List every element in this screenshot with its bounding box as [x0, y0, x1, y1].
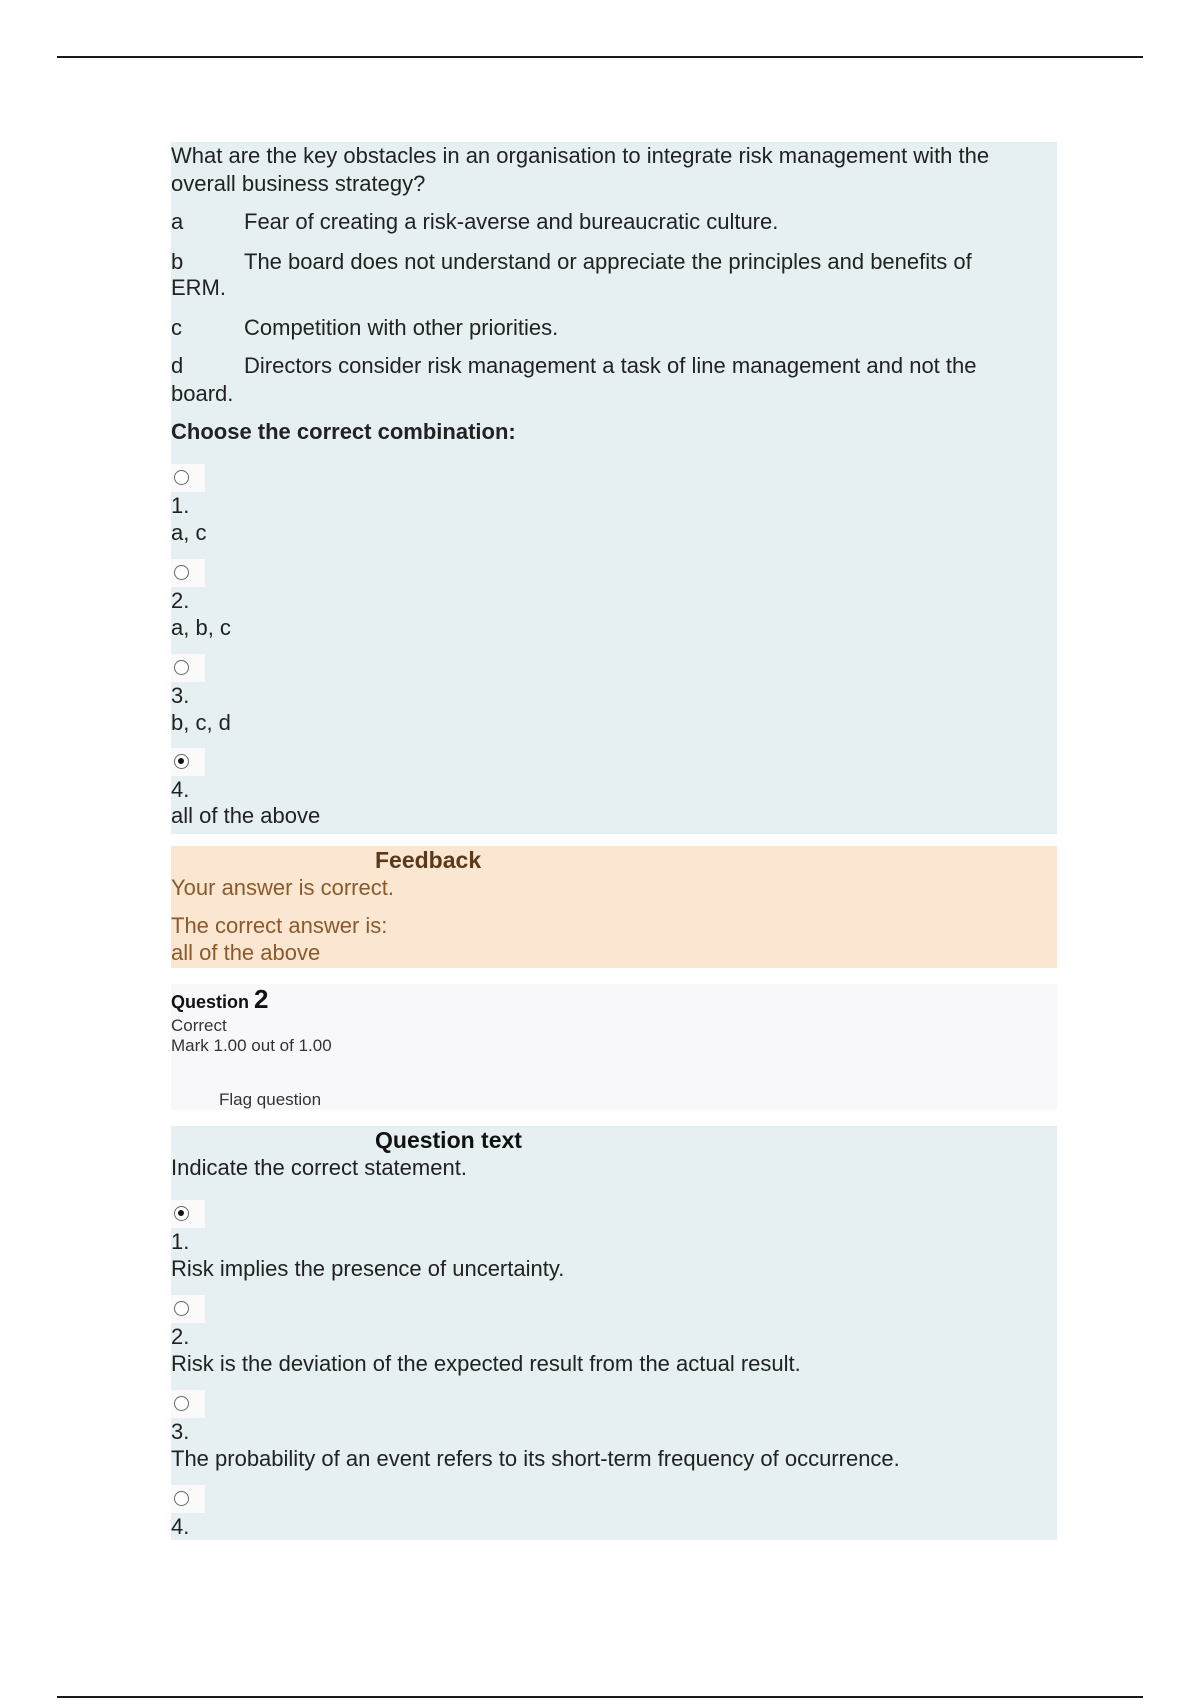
option-2-radio-wrap[interactable] [171, 1295, 205, 1323]
option-4-radio-wrap[interactable] [171, 748, 205, 776]
instruction-text: Choose the correct combination: [171, 419, 516, 444]
radio-button-selected[interactable] [174, 754, 189, 769]
flag-question-link[interactable]: Flag question [219, 1090, 322, 1109]
option-1-text: Risk implies the presence of uncertainty. [171, 1256, 565, 1281]
question-1-block [171, 142, 1057, 834]
statement-text: Directors consider risk management a task of line management and not the [244, 353, 977, 378]
option-4-radio-wrap[interactable] [171, 1485, 205, 1513]
option-2-text: a, b, c [171, 615, 231, 640]
option-3-number: 3. [171, 683, 190, 708]
statement-d-cont: board. [171, 381, 234, 406]
option-3-radio-wrap[interactable] [171, 1390, 205, 1418]
option-1-number: 1. [171, 493, 190, 518]
radio-button[interactable] [174, 660, 189, 675]
radio-button[interactable] [174, 565, 189, 580]
option-1-number: 1. [171, 1229, 190, 1254]
radio-button[interactable] [174, 1491, 189, 1506]
statement-b [171, 248, 972, 276]
statement-letter: a [171, 209, 184, 234]
statement-text: Fear of creating a risk-averse and bureaucratic culture. [244, 209, 779, 234]
radio-button[interactable] [174, 1301, 189, 1316]
feedback-correct-label: The correct answer is: [171, 913, 388, 938]
question-number-label [171, 984, 269, 1015]
option-4-number: 4. [171, 777, 190, 802]
question-2-block [171, 1126, 1057, 1540]
radio-button[interactable] [174, 470, 189, 485]
option-3-text: The probability of an event refers to its short-term frequency of occurrence. [171, 1446, 900, 1471]
option-1-text: a, c [171, 520, 207, 545]
option-2-radio-wrap[interactable] [171, 559, 205, 587]
statement-c [171, 314, 558, 342]
option-4-number: 4. [171, 1514, 190, 1539]
feedback-panel [171, 846, 1057, 968]
top-rule [57, 56, 1143, 58]
question-prompt-cont: overall business strategy? [171, 171, 426, 196]
question-text-heading: Question text [375, 1127, 522, 1153]
radio-button-selected[interactable] [174, 1206, 189, 1221]
feedback-title: Feedback [375, 847, 482, 873]
option-3-radio-wrap[interactable] [171, 654, 205, 682]
statement-letter: d [171, 353, 184, 378]
question-label: Question [171, 992, 250, 1012]
question-prompt: What are the key obstacles in an organisation to integrate risk management with the [171, 143, 990, 168]
bottom-rule [57, 1696, 1143, 1698]
statement-letter: c [171, 315, 182, 340]
feedback-result: Your answer is correct. [171, 875, 394, 900]
option-1-radio-wrap[interactable] [171, 1200, 205, 1228]
feedback-correct-value: all of the above [171, 940, 321, 965]
option-3-number: 3. [171, 1419, 190, 1444]
statement-text: Competition with other priorities. [244, 315, 559, 340]
option-2-number: 2. [171, 588, 190, 613]
question-mark: Mark 1.00 out of 1.00 [171, 1036, 332, 1055]
question-number: 2 [254, 984, 269, 1014]
question-2-info [171, 984, 1057, 1110]
option-3-text: b, c, d [171, 710, 231, 735]
question-status: Correct [171, 1016, 227, 1035]
option-1-radio-wrap[interactable] [171, 464, 205, 492]
option-4-text: all of the above [171, 803, 321, 828]
question-prompt: Indicate the correct statement. [171, 1155, 467, 1180]
option-2-text: Risk is the deviation of the expected result from the actual result. [171, 1351, 801, 1376]
radio-button[interactable] [174, 1396, 189, 1411]
statement-letter: b [171, 249, 184, 274]
option-2-number: 2. [171, 1324, 190, 1349]
statement-b-cont: ERM. [171, 275, 226, 300]
statement-text: The board does not understand or appreciate the principles and benefits of [244, 249, 972, 274]
statement-d [171, 352, 977, 380]
statement-a [171, 208, 778, 236]
